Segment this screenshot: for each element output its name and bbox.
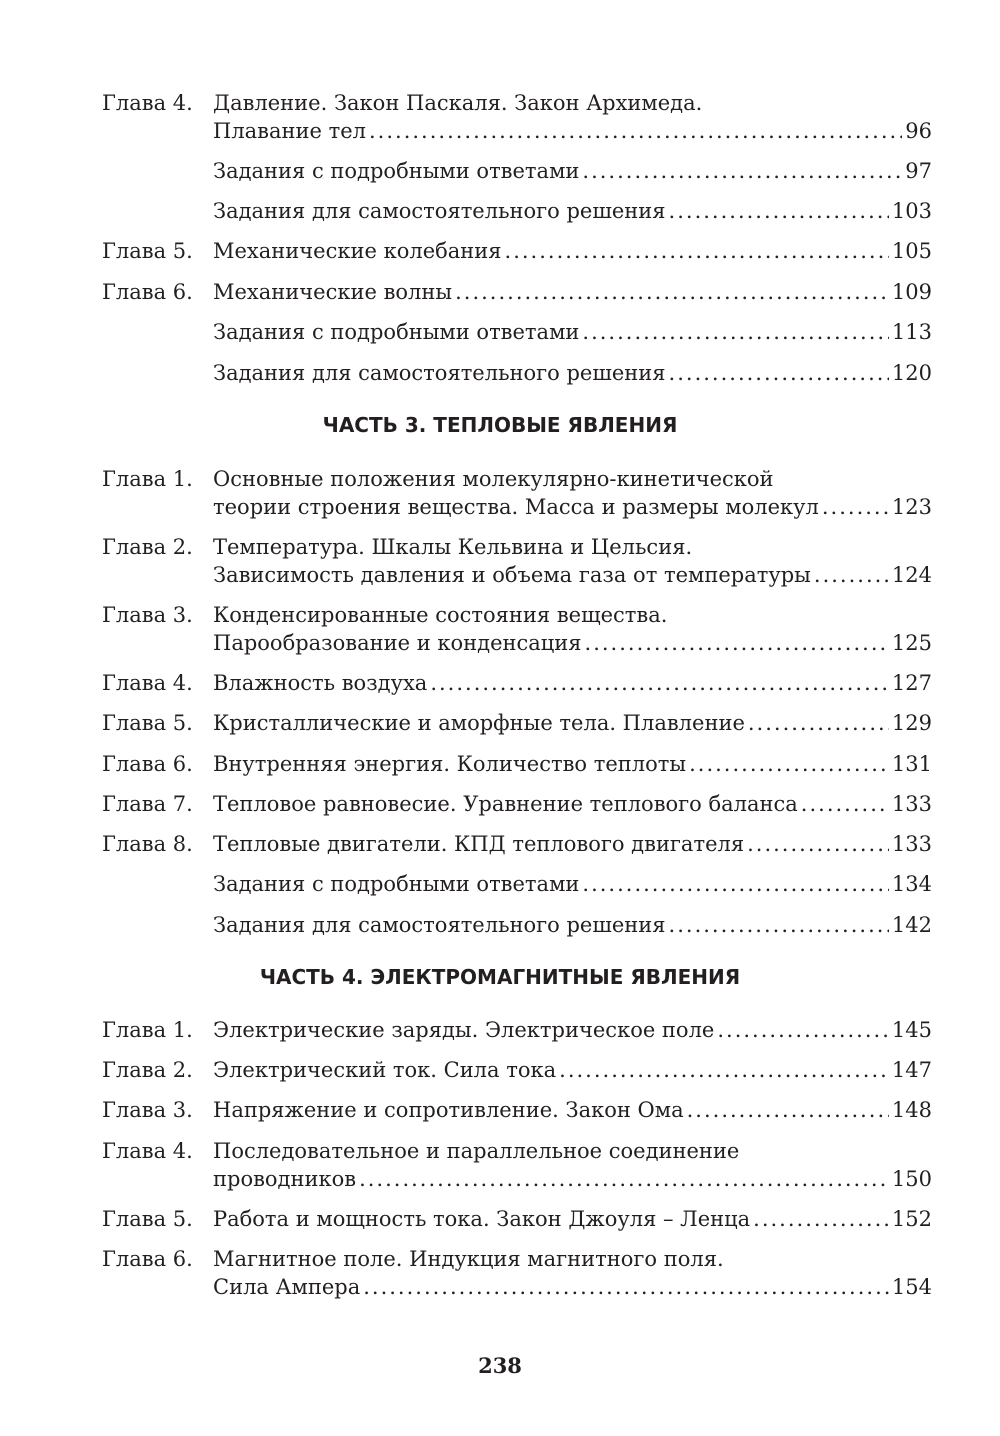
leader-dots <box>753 1205 889 1233</box>
chapter-label: Глава 4. <box>102 1139 193 1163</box>
entry-title: Плавание тел <box>213 119 366 143</box>
entry-title: Магнитное поле. Индукция магнитного поля. <box>213 1247 724 1271</box>
entry-title: Парообразование и конденсация <box>213 631 582 655</box>
leader-dots <box>582 318 889 346</box>
entry-title: Кристаллические и аморфные тела. Плавление <box>213 711 745 735</box>
chapter-label: Глава 4. <box>102 671 193 695</box>
leader-dots <box>669 359 889 387</box>
page-ref: 145 <box>891 1018 932 1042</box>
entry-title: Задания с подробными ответами <box>213 159 580 183</box>
leader-dots <box>455 278 889 306</box>
part-heading: ЧАСТЬ 4. ЭЛЕКТРОМАГНИТНЫЕ ЯВЛЕНИЯ <box>259 965 741 989</box>
chapter-label: Глава 1. <box>102 467 193 491</box>
leader-dots <box>369 117 902 145</box>
entry-title: Тепловые двигатели. КПД теплового двигателя <box>213 832 745 856</box>
entry-title: Сила Ампера <box>213 1275 361 1299</box>
page-ref: 133 <box>891 832 932 856</box>
chapter-label: Глава 2. <box>102 535 193 559</box>
entry-title: Электрический ток. Сила тока <box>213 1058 557 1082</box>
entry-title: Задания для самостоятельного решения <box>213 913 666 937</box>
page-ref: 133 <box>891 792 932 816</box>
chapter-label: Глава 6. <box>102 1247 193 1271</box>
entry-title: Механические волны <box>213 280 453 304</box>
entry-title: Давление. Закон Паскаля. Закон Архимеда. <box>213 91 703 115</box>
leader-dots <box>814 561 889 589</box>
chapter-label: Глава 3. <box>102 1098 193 1122</box>
leader-dots <box>669 197 889 225</box>
leader-dots <box>582 157 902 185</box>
chapter-label: Глава 8. <box>102 832 193 856</box>
chapter-label: Глава 6. <box>102 280 193 304</box>
leader-dots <box>582 870 889 898</box>
entry-title: Задания с подробными ответами <box>213 320 580 344</box>
leader-dots <box>559 1056 889 1084</box>
page-ref: 105 <box>891 239 932 263</box>
leader-dots <box>359 1165 889 1193</box>
chapter-label: Глава 2. <box>102 1058 193 1082</box>
leader-dots <box>669 911 889 939</box>
page-ref: 125 <box>891 631 932 655</box>
page-ref: 129 <box>891 711 932 735</box>
page-ref: 131 <box>891 752 932 776</box>
chapter-label: Глава 5. <box>102 1207 193 1231</box>
page-ref: 113 <box>891 320 932 344</box>
leader-dots <box>747 830 889 858</box>
page-ref: 109 <box>891 280 932 304</box>
page-ref: 152 <box>891 1207 932 1231</box>
page-ref: 120 <box>891 361 932 385</box>
entry-title: Тепловое равновесие. Уравнение теплового баланса <box>213 792 798 816</box>
entry-title: Механические колебания <box>213 239 502 263</box>
chapter-label: Глава 5. <box>102 239 193 263</box>
chapter-label: Глава 6. <box>102 752 193 776</box>
chapter-label: Глава 5. <box>102 711 193 735</box>
page-ref: 134 <box>891 872 932 896</box>
leader-dots <box>801 790 889 818</box>
leader-dots <box>689 750 889 778</box>
leader-dots <box>748 709 889 737</box>
chapter-label: Глава 1. <box>102 1018 193 1042</box>
leader-dots <box>717 1016 889 1044</box>
page-ref: 147 <box>891 1058 932 1082</box>
page-ref: 142 <box>891 913 932 937</box>
page-ref: 97 <box>905 159 932 183</box>
page-ref: 150 <box>891 1167 932 1191</box>
page-ref: 154 <box>891 1275 932 1299</box>
entry-title: Напряжение и сопротивление. Закон Ома <box>213 1098 684 1122</box>
page-ref: 148 <box>891 1098 932 1122</box>
page-ref: 103 <box>891 199 932 223</box>
entry-title: Температура. Шкалы Кельвина и Цельсия. <box>213 535 693 559</box>
chapter-label: Глава 7. <box>102 792 193 816</box>
page-ref: 96 <box>905 119 932 143</box>
page-ref: 127 <box>891 671 932 695</box>
part-heading: ЧАСТЬ 3. ТЕПЛОВЫЕ ЯВЛЕНИЯ <box>322 413 678 437</box>
leader-dots <box>585 629 889 657</box>
leader-dots <box>505 237 889 265</box>
entry-title: Задания для самостоятельного решения <box>213 361 666 385</box>
entry-title: Последовательное и параллельное соединение <box>213 1139 740 1163</box>
entry-title: Влажность воздуха <box>213 671 428 695</box>
page-number: 238 <box>478 1353 522 1378</box>
entry-title: проводников <box>213 1167 357 1191</box>
leader-dots <box>687 1096 889 1124</box>
entry-title: Внутренняя энергия. Количество теплоты <box>213 752 687 776</box>
entry-title: Конденсированные состояния вещества. <box>213 603 668 627</box>
entry-title: Задания для самостоятельного решения <box>213 199 666 223</box>
page-ref: 123 <box>891 495 932 519</box>
entry-title: Задания с подробными ответами <box>213 872 580 896</box>
entry-title: теории строения вещества. Масса и размеры молекул <box>213 495 819 519</box>
entry-title: Зависимость давления и объема газа от температуры <box>213 563 811 587</box>
entry-title: Электрические заряды. Электрическое поле <box>213 1018 715 1042</box>
leader-dots <box>822 493 889 521</box>
entry-title: Работа и мощность тока. Закон Джоуля – Ленца <box>213 1207 751 1231</box>
chapter-label: Глава 4. <box>102 91 193 115</box>
leader-dots <box>430 669 889 697</box>
chapter-label: Глава 3. <box>102 603 193 627</box>
page-ref: 124 <box>891 563 932 587</box>
entry-title: Основные положения молекулярно-кинетической <box>213 467 774 491</box>
leader-dots <box>363 1273 889 1301</box>
